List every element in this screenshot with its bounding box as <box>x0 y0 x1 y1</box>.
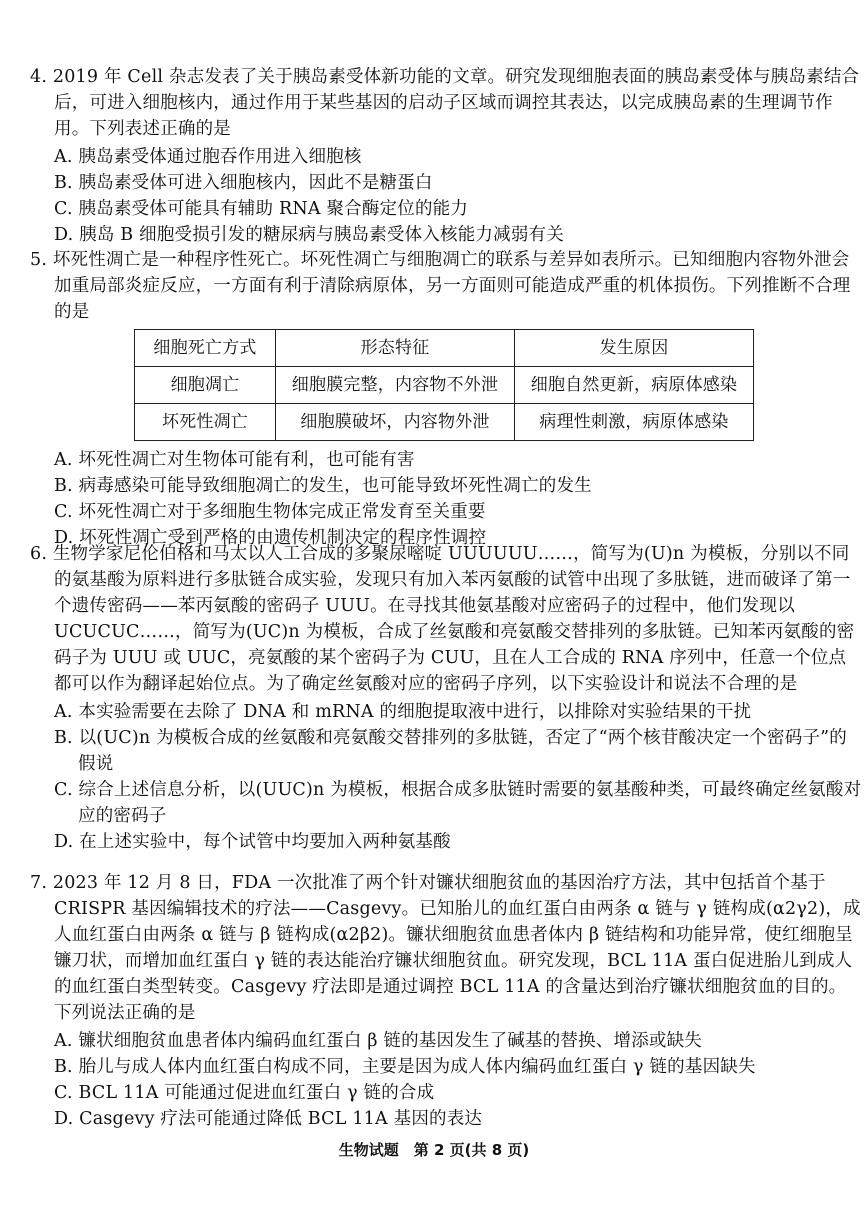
table-cell: 细胞凋亡 <box>135 367 276 404</box>
table-header-row <box>135 330 754 367</box>
question-6 <box>30 541 862 855</box>
question-7 <box>30 870 862 1132</box>
apoptosis-comparison-table <box>134 329 754 441</box>
table-row <box>135 367 754 404</box>
question-4-option-c[interactable]: C. 胰岛素受体可能具有辅助 RNA 聚合酶定位的能力 <box>54 199 469 219</box>
table-cell: 细胞自然更新，病原体感染 <box>515 367 754 404</box>
table-header-cell: 发生原因 <box>515 330 754 367</box>
question-6-options <box>54 699 862 855</box>
table-row <box>135 404 754 441</box>
question-5-option-a[interactable]: A. 坏死性凋亡对生物体可能有利，也可能有害 <box>54 450 415 470</box>
question-4-options <box>54 144 862 248</box>
question-6-option-b[interactable]: B. 以(UC)n 为模板合成的丝氨酸和亮氨酸交替排列的多肽链，否定了“两个核苷酸决定一个密码子”的假说 <box>54 728 848 774</box>
question-6-stem: 6. 生物学家尼伦伯格和马太以人工合成的多聚尿嘧啶 UUUUUU……，简写为(U)n 为模板，分别以不同的氨基酸为原料进行多肽链合成实验，发现只有加入苯丙氨酸的试管中出现了多肽链，进而破译了第一个遗传密码——苯丙氨酸的密码子 UUU。在寻找其他氨基酸对应密码子的过程中，他们发现以 UCUCUC……，简写为(UC)n 为模板，合成了丝氨酸和亮氨酸交替排列的多肽链。已知苯丙氨酸的密码子为 UUU 或 UUC，亮氨酸的某个密码子为 CUU，且在人工合成的 RNA 序列中，任意一个位点都可以作为翻译起始位点。为了确定丝氨酸对应的密码子序列，以下实验设计和说法不合理的是 <box>30 544 855 694</box>
question-6-option-a[interactable]: A. 本实验需要在去除了 DNA 和 mRNA 的细胞提取液中进行，以排除对实验结果的干扰 <box>54 702 752 722</box>
question-5-option-b[interactable]: B. 病毒感染可能导致细胞凋亡的发生，也可能导致坏死性凋亡的发生 <box>54 476 592 496</box>
question-4-option-d[interactable]: D. 胰岛 B 细胞受损引发的糖尿病与胰岛素受体入核能力减弱有关 <box>54 225 564 245</box>
table-cell: 细胞膜破坏，内容物外泄 <box>276 404 515 441</box>
question-4-option-a[interactable]: A. 胰岛素受体通过胞吞作用进入细胞核 <box>54 147 362 167</box>
question-7-option-d[interactable]: D. Casgevy 疗法可能通过降低 BCL 11A 基因的表达 <box>54 1109 483 1129</box>
question-5-options <box>54 447 862 551</box>
table-header-cell: 细胞死亡方式 <box>135 330 276 367</box>
question-4 <box>30 64 862 248</box>
question-6-option-d[interactable]: D. 在上述实验中，每个试管中均要加入两种氨基酸 <box>54 832 451 852</box>
table-header-cell: 形态特征 <box>276 330 515 367</box>
table-cell: 细胞膜完整，内容物不外泄 <box>276 367 515 404</box>
question-5 <box>30 247 862 551</box>
question-5-stem: 5. 坏死性凋亡是一种程序性死亡。坏死性凋亡与细胞凋亡的联系与差异如表所示。已知细胞内容物外泄会加重局部炎症反应，一方面有利于清除病原体，另一方面则可能造成严重的机体损伤。下列推断不合理的是 <box>30 250 851 322</box>
question-7-option-a[interactable]: A. 镰状细胞贫血患者体内编码血红蛋白 β 链的基因发生了碱基的替换、增添或缺失 <box>54 1031 703 1051</box>
question-4-stem: 4. 2019 年 Cell 杂志发表了关于胰岛素受体新功能的文章。研究发现细胞表面的胰岛素受体与胰岛素结合后，可进入细胞核内，通过作用于某些基因的启动子区域而调控其表达，以完成胰岛素的生理调节作用。下列表述正确的是 <box>30 67 860 139</box>
question-6-option-c[interactable]: C. 综合上述信息分析，以(UUC)n 为模板，根据合成多肽链时需要的氨基酸种类，可最终确定丝氨酸对应的密码子 <box>54 780 862 826</box>
table-cell: 病理性刺激，病原体感染 <box>515 404 754 441</box>
question-5-option-c[interactable]: C. 坏死性凋亡对于多细胞生物体完成正常发育至关重要 <box>54 502 486 522</box>
question-7-option-b[interactable]: B. 胎儿与成人体内血红蛋白构成不同，主要是因为成人体内编码血红蛋白 γ 链的基因缺失 <box>54 1057 756 1077</box>
page-footer: 生物试题 第 2 页(共 8 页) <box>338 1141 530 1159</box>
question-7-stem: 7. 2023 年 12 月 8 日，FDA 一次批准了两个针对镰状细胞贫血的基因治疗方法，其中包括首个基于 CRISPR 基因编辑技术的疗法——Casgevy。已知胎儿的血红蛋白由两条 α 链与 γ 链构成(α2γ2)，成人血红蛋白由两条 α 链与 β 链构成(α2β2)。镰状细胞贫血患者体内 β 链结构和功能异常，使红细胞呈镰刀状，而增加血红蛋白 γ 链的表达能治疗镰状细胞贫血。研究发现，BCL 11A 蛋白促进胎儿到成人的血红蛋白类型转变。Casgevy 疗法即是通过调控 BCL 11A 的含量达到治疗镰状细胞贫血的目的。下列说法正确的是 <box>30 873 861 1023</box>
question-4-option-b[interactable]: B. 胰岛素受体可进入细胞核内，因此不是糖蛋白 <box>54 173 433 193</box>
question-7-option-c[interactable]: C. BCL 11A 可能通过促进血红蛋白 γ 链的合成 <box>54 1083 435 1103</box>
question-5-option-d[interactable]: D. 坏死性凋亡受到严格的由遗传机制决定的程序性调控 <box>54 528 487 548</box>
table-cell: 坏死性凋亡 <box>135 404 276 441</box>
question-7-options <box>54 1028 862 1132</box>
